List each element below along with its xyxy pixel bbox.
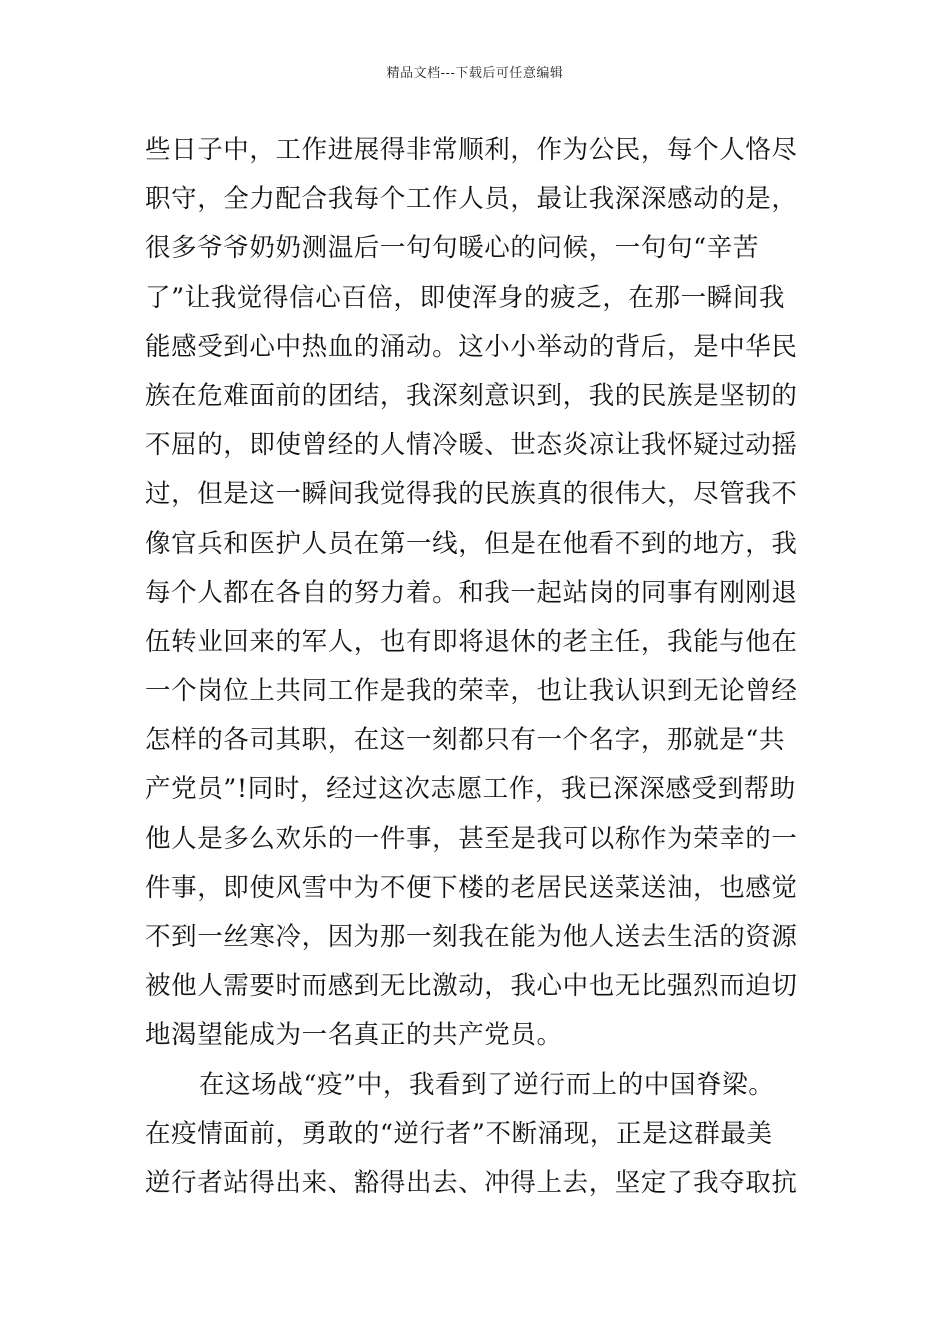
text-line: 过，但是这一瞬间我觉得我的民族真的很伟大，尽管我不 — [145, 479, 798, 510]
text-line: 能感受到心中热血的涌动。这小小举动的背后，是中华民 — [145, 331, 798, 362]
document-body — [145, 126, 810, 1208]
text-line: 些日子中，工作进展得非常顺利，作为公民，每个人恪尽 — [145, 135, 798, 165]
text-line: 怎样的各司其职，在这一刻都只有一个名字，那就是“共 — [145, 725, 786, 756]
text-line: 一个岗位上共同工作是我的荣幸，也让我认识到无论曾经 — [145, 676, 798, 707]
text-line: 像官兵和医护人员在第一线，但是在他看不到的地方，我 — [145, 528, 798, 559]
text-line: 他人是多么欢乐的一件事，甚至是我可以称作为荣幸的一 — [145, 823, 798, 854]
text-line: 职守，全力配合我每个工作人员，最让我深深感动的是， — [145, 184, 798, 215]
text-line: 件事，即使风雪中为不便下楼的老居民送菜送油，也感觉 — [145, 872, 798, 903]
text-line: 了”让我觉得信心百倍，即使浑身的疲乏，在那一瞬间我 — [145, 282, 786, 313]
text-line: 被他人需要时而感到无比激动，我心中也无比强烈而迫切 — [145, 971, 798, 1002]
text-line: 不到一丝寒冷，因为那一刻我在能为他人送去生活的资源 — [145, 922, 798, 952]
text-line: 地渴望能成为一名真正的共产党员。 — [145, 1020, 563, 1051]
text-line: 每个人都在各自的努力着。和我一起站岗的同事有刚刚退 — [145, 577, 798, 608]
text-line: 族在危难面前的团结，我深刻意识到，我的民族是坚韧的 — [145, 380, 798, 411]
paragraph-first-line: 在这场战“疫”中，我看到了逆行而上的中国脊梁。 — [199, 1069, 775, 1100]
text-line: 在疫情面前，勇敢的“逆行者”不断涌现，正是这群最美 — [145, 1118, 773, 1149]
text-line: 不屈的，即使曾经的人情冷暖、世态炎凉让我怀疑过动摇 — [145, 430, 798, 461]
text-line: 很多爷爷奶奶测温后一句句暖心的问候，一句句“辛苦 — [145, 233, 759, 264]
text-line: 逆行者站得出来、豁得出去、冲得上去，坚定了我夺取抗 — [145, 1167, 798, 1198]
page-header: 精品文档---下载后可任意编辑 — [386, 66, 564, 81]
text-line: 产党员”!同时，经过这次志愿工作，我已深深感受到帮助 — [145, 774, 796, 805]
text-line: 伍转业回来的军人，也有即将退休的老主任，我能与他在 — [145, 626, 798, 657]
